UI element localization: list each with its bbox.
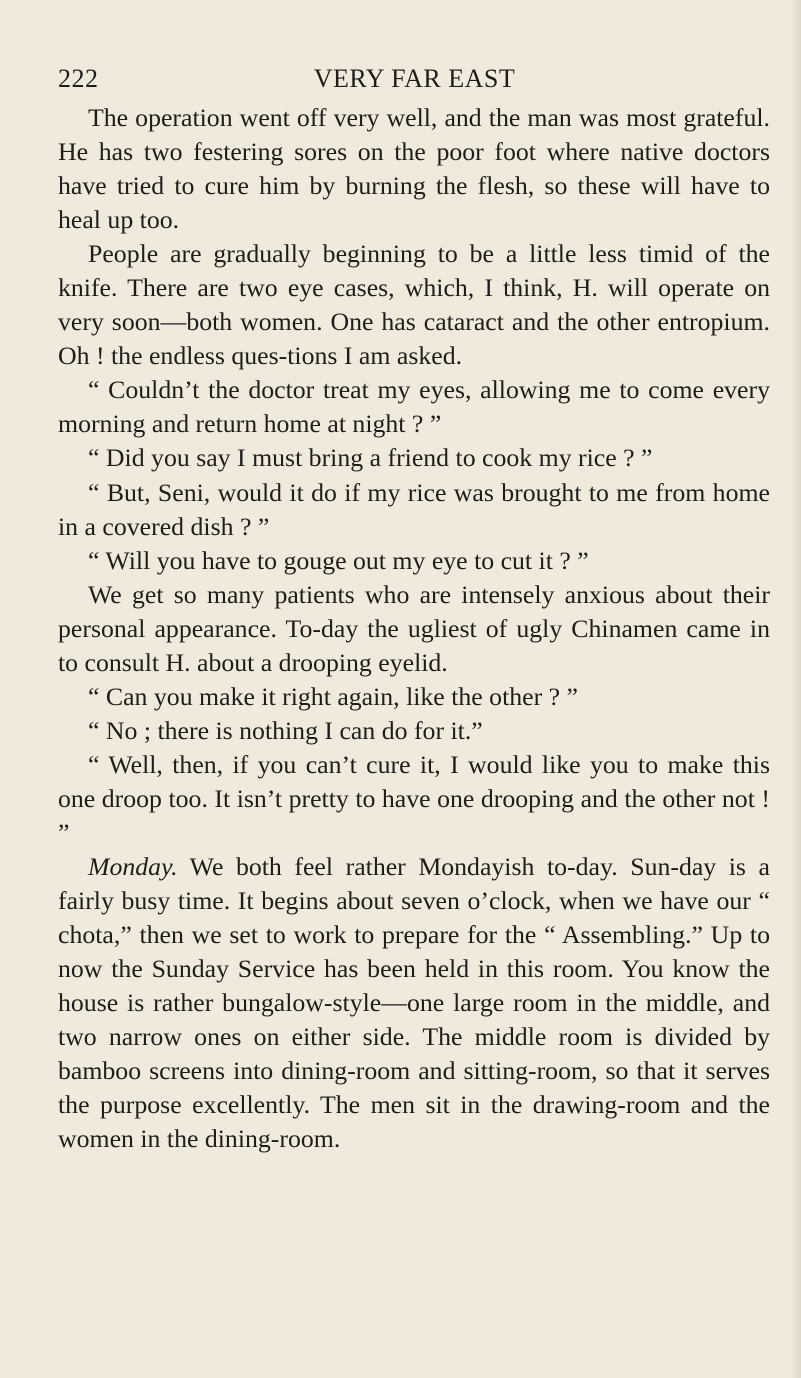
quote-nothing-i-can-do: “ No ; there is nothing I can do for it.” [88, 715, 483, 745]
running-title: VERY FAR EAST [313, 64, 516, 93]
paragraph-timid-of-knife: People are gradually beginning to be a little less timid of the knife. There are two eye cases, which, I think, H. will operate on very soon—both women. One has cataract and the other entropium. Oh ! the endless ques-tions I am asked. [58, 239, 770, 371]
running-head [58, 64, 743, 96]
quote-make-it-right: “ Can you make it right again, like the other ? ” [88, 681, 578, 711]
body-text [58, 101, 770, 1156]
paragraph-operation: The operation went off very well, and the man was most grateful. He has two festering sores on the poor foot where native doctors have tried to cure him by burning the flesh, so these will have to heal up too. [58, 103, 770, 235]
quote-make-this-one-droop: “ Well, then, if you can’t cure it, I would like you to make this one droop too. It isn’t pretty to have one drooping and the other not ! ” [58, 749, 770, 847]
paragraph-personal-appearance: We get so many patients who are intensely anxious about their personal appearance. To-day the ugliest of ugly Chinamen came in to consult H. about a drooping eyelid. [58, 579, 770, 677]
page-edge-shadow [791, 0, 801, 1378]
paragraph-monday [58, 850, 770, 1156]
monday-lead: Monday. [88, 852, 178, 882]
monday-text: We both feel rather Mondayish to-day. Sun-day is a fairly busy time. It begins about seven o’clock, when we have our “ chota,” then we set to work to prepare for the “ Assembling.” Up to now the Sunday Service has been held in this room. You know the house is rather bungalow-style—one large room in the middle, and two narrow ones on either side. The middle room is divided by bamboo screens into dining-room and sitting-room, so that it serves the purpose excellently. The men sit in the drawing-room and the women in the dining-room. [58, 852, 770, 1154]
page-number: 222 [58, 64, 99, 93]
quote-treat-my-eyes: “ Couldn’t the doctor treat my eyes, allowing me to come every morning and return home at night ? ” [58, 375, 770, 439]
quote-gouge-out-eye: “ Will you have to gouge out my eye to cut it ? ” [88, 545, 589, 575]
quote-cook-my-rice: “ Did you say I must bring a friend to cook my rice ? ” [88, 443, 653, 473]
quote-covered-dish: “ But, Seni, would it do if my rice was brought to me from home in a covered dish ? ” [58, 477, 770, 541]
